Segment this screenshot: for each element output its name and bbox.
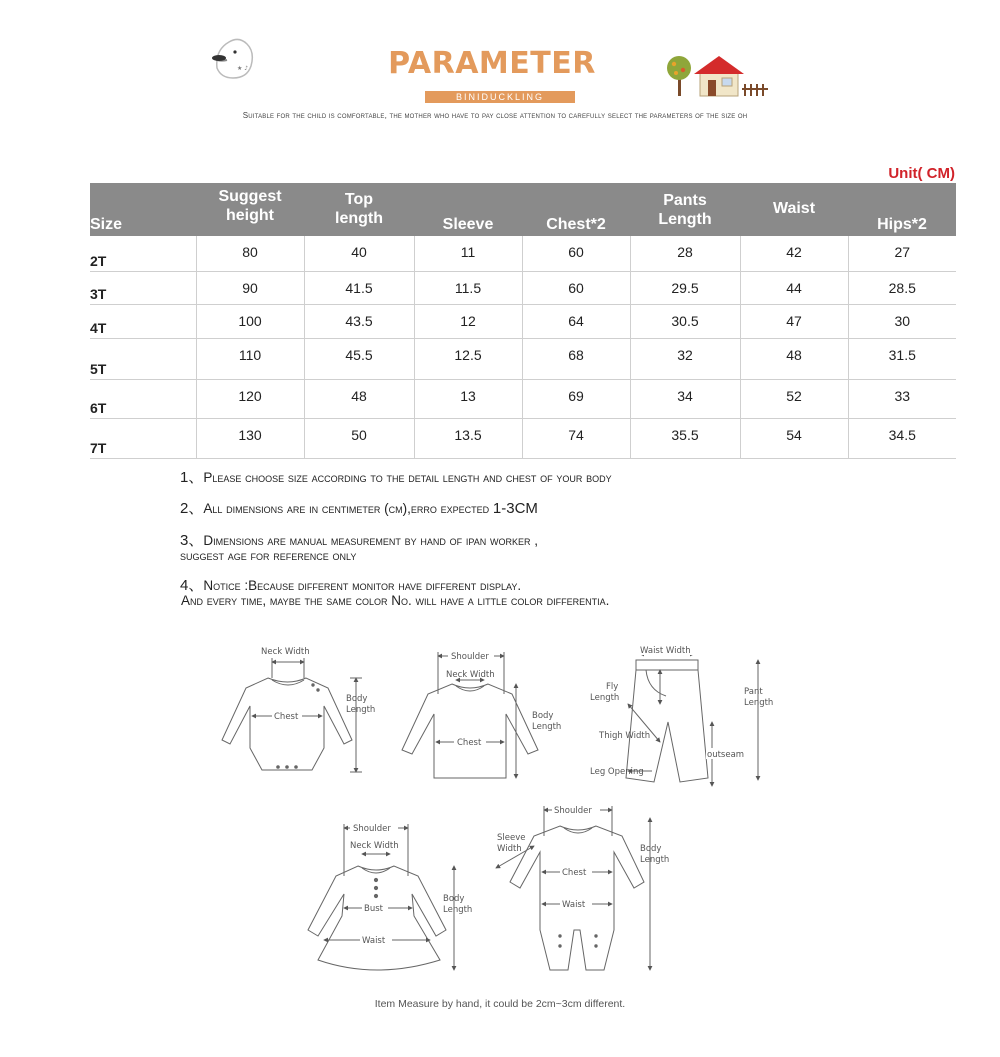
page-title: PARAMETER	[388, 46, 596, 81]
label-chest: Chest	[457, 738, 482, 748]
unit-label: Unit( CM)	[888, 165, 955, 182]
table-cell: 74	[522, 418, 630, 458]
table-cell: 13.5	[414, 418, 522, 458]
table-cell: 13	[414, 379, 522, 418]
table-cell: 64	[522, 304, 630, 338]
note-text-line2: And every time, maybe the same color No. will have a little color differentia.	[181, 593, 610, 608]
table-cell: 110	[196, 338, 304, 379]
table-header-row	[90, 183, 956, 236]
table-cell: 69	[522, 379, 630, 418]
table-cell: 40	[304, 236, 414, 271]
brand-bar: BINIDUCKLING	[425, 91, 575, 103]
table-cell: 43.5	[304, 304, 414, 338]
size-cell: 5T	[90, 338, 196, 379]
table-cell: 44	[740, 271, 848, 304]
table-cell: 100	[196, 304, 304, 338]
table-cell: 52	[740, 379, 848, 418]
note-2	[180, 501, 538, 516]
table-cell: 30.5	[630, 304, 740, 338]
label-body: Body	[346, 694, 368, 704]
col-header-top-length: Top length	[304, 183, 414, 236]
note-text: Notice :Because different monitor have different display.	[203, 578, 522, 593]
col-header-chest: Chest*2	[522, 183, 630, 236]
label-chest: Chest	[562, 868, 587, 878]
col-header-suggest-height: Suggest height	[196, 183, 304, 236]
col-header-sleeve: Sleeve	[414, 183, 522, 236]
romper-diagram	[496, 806, 650, 970]
label-length: Length	[590, 693, 620, 703]
table-cell: 41.5	[304, 271, 414, 304]
size-cell: 4T	[90, 304, 196, 338]
label-body: Body	[532, 711, 554, 721]
size-cell: 6T	[90, 379, 196, 418]
table-row	[90, 304, 956, 338]
table-cell: 30	[848, 304, 956, 338]
label-outseam: outseam	[707, 750, 745, 760]
col-header-hips: Hips*2	[848, 183, 956, 236]
table-cell: 33	[848, 379, 956, 418]
label-length: Length	[443, 905, 473, 915]
table-cell: 120	[196, 379, 304, 418]
table-cell: 11	[414, 236, 522, 271]
measurement-diagrams	[0, 630, 1000, 1030]
table-cell: 27	[848, 236, 956, 271]
label-waist: Waist	[362, 936, 386, 946]
footer-note: Item Measure by hand, it could be 2cm~3cm different.	[374, 998, 626, 1010]
table-cell: 50	[304, 418, 414, 458]
size-cell: 3T	[90, 271, 196, 304]
label-neck-width: Neck Width	[261, 647, 310, 657]
table-cell: 130	[196, 418, 304, 458]
label-shoulder: Shoulder	[554, 806, 592, 816]
table-cell: 48	[740, 338, 848, 379]
table-cell: 34	[630, 379, 740, 418]
table-row	[90, 418, 956, 458]
table-cell: 12.5	[414, 338, 522, 379]
label-chest: Chest	[274, 712, 299, 722]
house-tree-icon	[664, 50, 770, 100]
label-length: Length	[346, 705, 376, 715]
table-cell: 12	[414, 304, 522, 338]
col-header-size: Size	[90, 183, 196, 236]
table-cell: 48	[304, 379, 414, 418]
table-cell: 31.5	[848, 338, 956, 379]
table-row	[90, 379, 956, 418]
label-neck-width: Neck Width	[446, 670, 495, 680]
size-table	[90, 183, 956, 459]
table-cell: 45.5	[304, 338, 414, 379]
label-waist: Waist	[562, 900, 586, 910]
size-cell: 2T	[90, 236, 196, 271]
note-1	[180, 470, 612, 485]
table-cell: 90	[196, 271, 304, 304]
label-length: Length	[744, 698, 774, 708]
label-fly: Fly	[606, 682, 619, 692]
note-text: Dimensions are manual measurement by hand of ipan worker ,	[203, 533, 538, 548]
table-cell: 28	[630, 236, 740, 271]
label-length: Length	[532, 722, 562, 732]
note-number: 2、	[180, 500, 204, 517]
note-number: 3、	[180, 532, 204, 549]
table-cell: 11.5	[414, 271, 522, 304]
size-cell: 7T	[90, 418, 196, 458]
table-cell: 54	[740, 418, 848, 458]
label-leg-opening: Leg Opening	[590, 767, 644, 777]
note-number: 1、	[180, 469, 204, 486]
svg-text:★ ♪: ★ ♪	[237, 65, 249, 72]
note-4	[180, 578, 609, 608]
label-length: Length	[640, 855, 670, 865]
table-cell: 80	[196, 236, 304, 271]
note-text: Please choose size according to the detail length and chest of your body	[203, 470, 612, 485]
table-cell: 60	[522, 236, 630, 271]
label-shoulder: Shoulder	[353, 824, 391, 834]
label-body: Body	[443, 894, 465, 904]
table-row	[90, 271, 956, 304]
label-pant: Pant	[744, 687, 763, 697]
label-neck-width: Neck Width	[350, 841, 399, 851]
table-cell: 42	[740, 236, 848, 271]
label-body: Body	[640, 844, 662, 854]
table-cell: 60	[522, 271, 630, 304]
table-cell: 35.5	[630, 418, 740, 458]
table-cell: 34.5	[848, 418, 956, 458]
label-sleeve: Sleeve	[497, 833, 526, 843]
note-number: 4、	[180, 577, 204, 594]
label-thigh-width: Thigh Width	[599, 731, 651, 741]
note-emphasis: 1-3CM	[492, 500, 538, 517]
table-cell: 28.5	[848, 271, 956, 304]
table-row	[90, 236, 956, 271]
note-text-line2: suggest age for reference only	[180, 548, 357, 563]
table-cell: 29.5	[630, 271, 740, 304]
col-header-waist: Waist	[740, 183, 848, 236]
label-shoulder: Shoulder	[451, 652, 489, 662]
subtitle: Suitable for the child is comfortable, the mother who have to pay close attention to carefully select the parameters of the size oh	[242, 111, 748, 120]
table-cell: 32	[630, 338, 740, 379]
table-cell: 47	[740, 304, 848, 338]
note-3	[180, 533, 538, 563]
label-bust: Bust	[364, 904, 383, 914]
note-text: All dimensions are in centimeter (cm),erro expected	[203, 501, 493, 516]
label-waist-width: Waist Width	[640, 646, 691, 656]
col-header-pants-length: Pants Length	[630, 183, 740, 236]
table-cell: 68	[522, 338, 630, 379]
table-row	[90, 338, 956, 379]
label-width: Width	[497, 844, 522, 854]
pants-diagram	[626, 654, 758, 786]
